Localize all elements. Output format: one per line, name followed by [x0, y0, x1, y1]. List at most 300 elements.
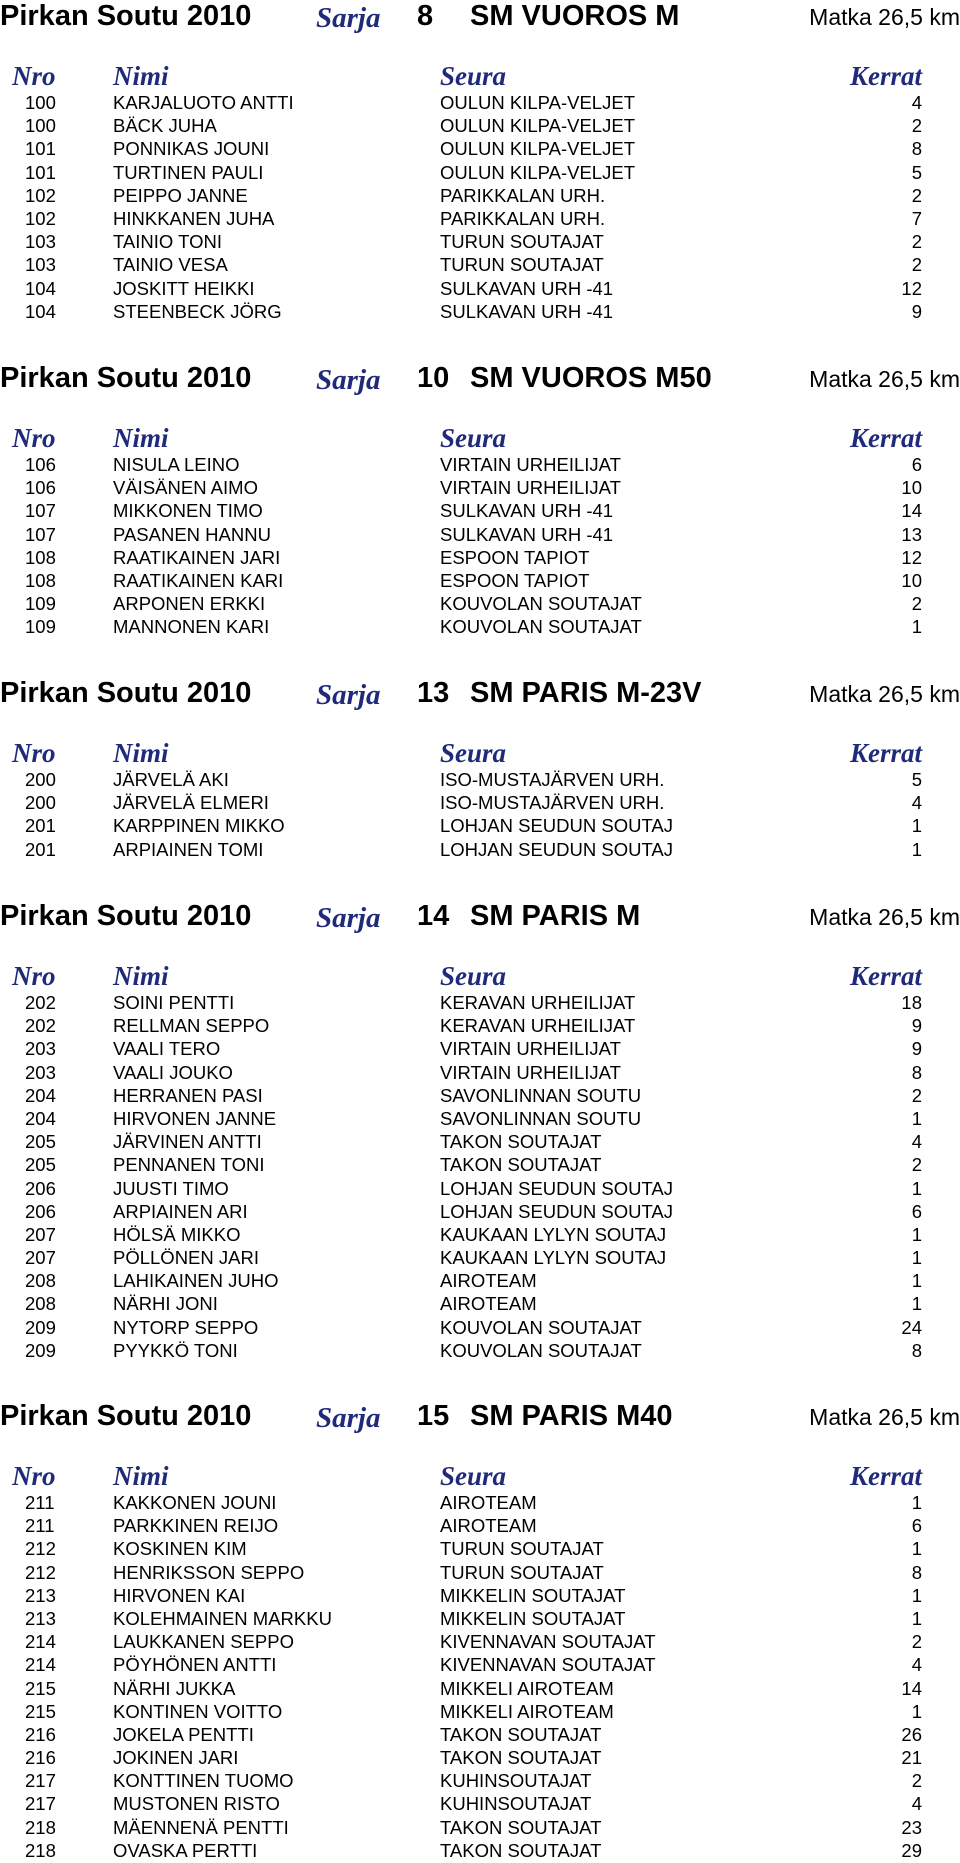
category-section: [0, 1400, 960, 1862]
cell-nimi: PÖYHÖNEN ANTTI: [113, 1654, 277, 1676]
distance-label: Matka 26,5 km: [809, 366, 960, 392]
category-number: 13: [417, 677, 450, 709]
cell-seura: TAKON SOUTAJAT: [440, 1816, 602, 1838]
cell-seura: OULUN KILPA-VELJET: [440, 138, 635, 160]
sarja-label: Sarja: [316, 902, 381, 934]
cell-seura: AIROTEAM: [440, 1270, 537, 1292]
table-row: [0, 1177, 960, 1200]
cell-kerrat: 1: [911, 1607, 922, 1629]
table-row: [0, 1269, 960, 1292]
cell-seura: KOUVOLAN SOUTAJAT: [440, 1339, 642, 1361]
cell-kerrat: 9: [911, 300, 922, 322]
cell-kerrat: 2: [911, 254, 922, 276]
table-row: [0, 499, 960, 522]
cell-kerrat: 5: [911, 769, 922, 790]
cell-seura: LOHJAN SEUDUN SOUTAJ: [440, 1200, 673, 1222]
cell-nro: 206: [25, 1200, 56, 1222]
cell-kerrat: 8: [911, 138, 922, 160]
cell-kerrat: 18: [901, 992, 922, 1013]
cell-seura: PARIKKALAN URH.: [440, 184, 606, 206]
cell-nro: 218: [25, 1816, 56, 1838]
category-name: SM VUOROS M50: [470, 362, 712, 394]
cell-nimi: KOLEHMAINEN MARKKU: [113, 1607, 332, 1629]
cell-nimi: MÄENNENÄ PENTTI: [113, 1816, 289, 1838]
cell-kerrat: 26: [901, 1723, 922, 1745]
cell-nimi: NISULA LEINO: [113, 454, 240, 475]
cell-kerrat: 2: [911, 184, 922, 206]
cell-nimi: JÄRVELÄ AKI: [113, 769, 229, 790]
cell-nimi: OVASKA PERTTI: [113, 1839, 258, 1861]
column-headers: [0, 738, 960, 768]
cell-nimi: JOKINEN JARI: [113, 1747, 239, 1769]
cell-nro: 103: [25, 231, 56, 253]
cell-nro: 209: [25, 1316, 56, 1338]
cell-nro: 214: [25, 1631, 56, 1653]
table-row: [0, 1061, 960, 1084]
column-header-kerrat: Kerrat: [849, 961, 922, 991]
cell-seura: SULKAVAN URH -41: [440, 500, 614, 522]
sarja-label: Sarja: [316, 364, 381, 396]
cell-nro: 217: [25, 1793, 56, 1815]
table-row: [0, 1769, 960, 1792]
cell-nimi: JÄRVINEN ANTTI: [113, 1131, 262, 1153]
cell-kerrat: 4: [911, 1131, 922, 1153]
cell-kerrat: 10: [901, 569, 922, 591]
cell-kerrat: 1: [911, 1584, 922, 1606]
cell-seura: TAKON SOUTAJAT: [440, 1723, 602, 1745]
cell-nro: 204: [25, 1084, 56, 1106]
cell-seura: TURUN SOUTAJAT: [440, 1538, 604, 1560]
cell-nro: 102: [25, 184, 56, 206]
cell-kerrat: 2: [911, 231, 922, 253]
cell-nimi: KONTTINEN TUOMO: [113, 1770, 294, 1792]
cell-kerrat: 5: [911, 161, 922, 183]
cell-seura: LOHJAN SEUDUN SOUTAJ: [440, 1177, 673, 1199]
cell-seura: TAKON SOUTAJAT: [440, 1839, 602, 1861]
table-row: [0, 1153, 960, 1176]
column-header-kerrat: Kerrat: [849, 738, 922, 768]
cell-seura: VIRTAIN URHEILIJAT: [440, 454, 621, 475]
cell-seura: KOUVOLAN SOUTAJAT: [440, 1316, 642, 1338]
cell-nimi: HINKKANEN JUHA: [113, 207, 275, 229]
cell-nimi: KARPPINEN MIKKO: [113, 815, 285, 837]
table-row: [0, 137, 960, 160]
column-header-seura: Seura: [440, 61, 507, 91]
cell-seura: KIVENNAVAN SOUTAJAT: [440, 1654, 656, 1676]
column-header-seura: Seura: [440, 738, 507, 768]
cell-kerrat: 2: [911, 115, 922, 137]
category-header: [0, 0, 960, 34]
cell-nimi: MUSTONEN RISTO: [113, 1793, 280, 1815]
event-title: Pirkan Soutu 2010: [0, 900, 252, 932]
table-row: [0, 838, 960, 861]
cell-nimi: BÄCK JUHA: [113, 115, 217, 137]
table-row: [0, 253, 960, 276]
cell-kerrat: 10: [901, 477, 922, 499]
cell-seura: LOHJAN SEUDUN SOUTAJ: [440, 838, 673, 860]
cell-kerrat: 1: [911, 1107, 922, 1129]
cell-kerrat: 2: [911, 1084, 922, 1106]
cell-seura: LOHJAN SEUDUN SOUTAJ: [440, 815, 673, 837]
cell-kerrat: 14: [901, 500, 922, 522]
cell-seura: TURUN SOUTAJAT: [440, 1561, 604, 1583]
column-header-kerrat: Kerrat: [849, 61, 922, 91]
cell-seura: OULUN KILPA-VELJET: [440, 161, 635, 183]
cell-kerrat: 1: [911, 1223, 922, 1245]
cell-kerrat: 7: [911, 207, 922, 229]
column-headers: [0, 61, 960, 91]
cell-nimi: RELLMAN SEPPO: [113, 1015, 270, 1037]
cell-kerrat: 4: [911, 1654, 922, 1676]
cell-nro: 207: [25, 1247, 56, 1269]
table-row: [0, 1630, 960, 1653]
cell-nro: 211: [25, 1492, 55, 1513]
cell-nro: 208: [25, 1293, 56, 1315]
column-header-nimi: Nimi: [113, 961, 169, 991]
cell-seura: OULUN KILPA-VELJET: [440, 92, 635, 113]
cell-kerrat: 2: [911, 1770, 922, 1792]
cell-seura: VIRTAIN URHEILIJAT: [440, 1038, 621, 1060]
cell-kerrat: 6: [911, 1515, 922, 1537]
cell-seura: TAKON SOUTAJAT: [440, 1131, 602, 1153]
table-row: [0, 1037, 960, 1060]
table-row: [0, 1816, 960, 1839]
cell-nimi: TAINIO TONI: [113, 231, 222, 253]
cell-kerrat: 8: [911, 1061, 922, 1083]
event-title: Pirkan Soutu 2010: [0, 0, 252, 32]
cell-nimi: KONTINEN VOITTO: [113, 1700, 283, 1722]
cell-seura: OULUN KILPA-VELJET: [440, 115, 635, 137]
cell-seura: SULKAVAN URH -41: [440, 300, 614, 322]
table-row: [0, 1514, 960, 1537]
category-number: 15: [417, 1400, 450, 1432]
cell-seura: ESPOON TAPIOT: [440, 569, 590, 591]
table-row: [0, 546, 960, 569]
cell-kerrat: 1: [911, 815, 922, 837]
cell-nro: 106: [25, 477, 56, 499]
cell-seura: KIVENNAVAN SOUTAJAT: [440, 1631, 656, 1653]
table-row: [0, 1316, 960, 1339]
cell-nro: 108: [25, 546, 56, 568]
table-row: [0, 768, 960, 791]
cell-nimi: PYYKKÖ TONI: [113, 1339, 238, 1361]
event-title: Pirkan Soutu 2010: [0, 1400, 252, 1432]
cell-nro: 205: [25, 1154, 56, 1176]
cell-nro: 104: [25, 277, 56, 299]
cell-kerrat: 1: [911, 1270, 922, 1292]
cell-nro: 201: [25, 815, 56, 837]
column-headers: [0, 423, 960, 453]
cell-seura: MIKKELI AIROTEAM: [440, 1700, 614, 1722]
table-row: [0, 300, 960, 323]
cell-kerrat: 1: [911, 616, 922, 638]
event-title: Pirkan Soutu 2010: [0, 362, 252, 394]
column-header-nro: Nro: [12, 738, 56, 768]
cell-nimi: VAALI TERO: [113, 1038, 221, 1060]
cell-nro: 101: [25, 138, 56, 160]
cell-kerrat: 12: [901, 546, 922, 568]
table-row: [0, 1537, 960, 1560]
cell-nro: 209: [25, 1339, 56, 1361]
table-row: [0, 1339, 960, 1362]
cell-nro: 208: [25, 1270, 56, 1292]
column-header-nro: Nro: [12, 61, 56, 91]
table-row: [0, 1607, 960, 1630]
category-name: SM PARIS M40: [470, 1400, 673, 1432]
cell-nimi: SOINI PENTTI: [113, 992, 235, 1013]
column-header-kerrat: Kerrat: [849, 1461, 922, 1491]
column-header-nro: Nro: [12, 423, 56, 453]
cell-nimi: ARPONEN ERKKI: [113, 593, 266, 615]
cell-seura: KERAVAN URHEILIJAT: [440, 1015, 636, 1037]
table-row: [0, 91, 960, 114]
table-row: [0, 207, 960, 230]
cell-nimi: JUUSTI TIMO: [113, 1177, 229, 1199]
cell-nro: 213: [25, 1584, 56, 1606]
cell-kerrat: 1: [911, 1247, 922, 1269]
table-row: [0, 184, 960, 207]
column-header-nimi: Nimi: [113, 423, 169, 453]
cell-kerrat: 8: [911, 1339, 922, 1361]
cell-kerrat: 8: [911, 1561, 922, 1583]
cell-seura: SAVONLINNAN SOUTU: [440, 1107, 642, 1129]
category-section: [0, 900, 960, 1362]
table-row: [0, 1246, 960, 1269]
category-number: 8: [417, 0, 434, 32]
distance-label: Matka 26,5 km: [809, 681, 960, 707]
cell-nro: 214: [25, 1654, 56, 1676]
cell-nimi: RAATIKAINEN JARI: [113, 546, 281, 568]
category-name: SM VUOROS M: [470, 0, 680, 32]
cell-kerrat: 4: [911, 792, 922, 814]
cell-seura: MIKKELI AIROTEAM: [440, 1677, 614, 1699]
cell-seura: ESPOON TAPIOT: [440, 546, 590, 568]
cell-nimi: NÄRHI JUKKA: [113, 1677, 236, 1699]
cell-nro: 107: [25, 500, 56, 522]
column-header-nro: Nro: [12, 961, 56, 991]
event-title: Pirkan Soutu 2010: [0, 677, 252, 709]
cell-nimi: PARKKINEN REIJO: [113, 1515, 279, 1537]
column-header-kerrat: Kerrat: [849, 423, 922, 453]
table-row: [0, 1292, 960, 1315]
column-header-nro: Nro: [12, 1461, 56, 1491]
cell-nro: 202: [25, 1015, 56, 1037]
cell-seura: KOUVOLAN SOUTAJAT: [440, 616, 642, 638]
cell-nro: 109: [25, 593, 56, 615]
category-section: [0, 362, 960, 639]
table-row: [0, 161, 960, 184]
cell-nimi: PENNANEN TONI: [113, 1154, 265, 1176]
cell-kerrat: 21: [901, 1747, 922, 1769]
distance-label: Matka 26,5 km: [809, 1404, 960, 1430]
cell-nro: 108: [25, 569, 56, 591]
table-row: [0, 791, 960, 814]
column-header-seura: Seura: [440, 423, 507, 453]
table-row: [0, 277, 960, 300]
cell-seura: KOUVOLAN SOUTAJAT: [440, 593, 642, 615]
table-row: [0, 1792, 960, 1815]
cell-nro: 101: [25, 161, 56, 183]
column-header-seura: Seura: [440, 1461, 507, 1491]
cell-kerrat: 2: [911, 593, 922, 615]
cell-kerrat: 2: [911, 1631, 922, 1653]
cell-nimi: PASANEN HANNU: [113, 523, 271, 545]
table-row: [0, 114, 960, 137]
cell-nimi: TURTINEN PAULI: [113, 161, 264, 183]
cell-kerrat: 1: [911, 838, 922, 860]
cell-seura: TAKON SOUTAJAT: [440, 1154, 602, 1176]
cell-seura: MIKKELIN SOUTAJAT: [440, 1584, 626, 1606]
cell-nimi: VÄISÄNEN AIMO: [113, 477, 258, 499]
cell-nimi: PEIPPO JANNE: [113, 184, 248, 206]
table-row: [0, 1677, 960, 1700]
category-header: [0, 362, 960, 396]
cell-nimi: LAHIKAINEN JUHO: [113, 1270, 279, 1292]
column-header-seura: Seura: [440, 961, 507, 991]
cell-seura: ISO-MUSTAJÄRVEN URH.: [440, 792, 665, 814]
cell-kerrat: 1: [911, 1492, 922, 1513]
cell-nimi: NYTORP SEPPO: [113, 1316, 259, 1338]
cell-nimi: HÖLSÄ MIKKO: [113, 1223, 241, 1245]
sarja-label: Sarja: [316, 679, 381, 711]
table-row: [0, 991, 960, 1014]
cell-nro: 102: [25, 207, 56, 229]
cell-kerrat: 23: [901, 1816, 922, 1838]
cell-kerrat: 1: [911, 1700, 922, 1722]
cell-nimi: KAKKONEN JOUNI: [113, 1492, 277, 1513]
cell-nro: 202: [25, 992, 56, 1013]
table-row: [0, 814, 960, 837]
table-row: [0, 1723, 960, 1746]
cell-nro: 218: [25, 1839, 56, 1861]
cell-nimi: HERRANEN PASI: [113, 1084, 263, 1106]
cell-nro: 201: [25, 838, 56, 860]
table-row: [0, 1839, 960, 1862]
table-row: [0, 1130, 960, 1153]
column-headers: [0, 961, 960, 991]
cell-kerrat: 9: [911, 1015, 922, 1037]
cell-seura: KAUKAAN LYLYN SOUTAJ: [440, 1247, 667, 1269]
cell-nro: 216: [25, 1723, 56, 1745]
distance-label: Matka 26,5 km: [809, 904, 960, 930]
cell-seura: PARIKKALAN URH.: [440, 207, 606, 229]
table-row: [0, 569, 960, 592]
category-header: [0, 1400, 960, 1434]
table-row: [0, 230, 960, 253]
cell-nro: 206: [25, 1177, 56, 1199]
cell-nro: 106: [25, 454, 56, 475]
cell-nro: 213: [25, 1607, 56, 1629]
cell-seura: AIROTEAM: [440, 1492, 537, 1513]
cell-nro: 104: [25, 300, 56, 322]
cell-kerrat: 6: [911, 454, 922, 475]
cell-nro: 217: [25, 1770, 56, 1792]
column-header-nimi: Nimi: [113, 1461, 169, 1491]
cell-nro: 211: [25, 1515, 55, 1537]
cell-nimi: RAATIKAINEN KARI: [113, 569, 284, 591]
category-header: [0, 677, 960, 711]
category-header: [0, 900, 960, 934]
cell-seura: TURUN SOUTAJAT: [440, 254, 604, 276]
table-row: [0, 1584, 960, 1607]
cell-nimi: HENRIKSSON SEPPO: [113, 1561, 305, 1583]
cell-nimi: HIRVONEN KAI: [113, 1584, 246, 1606]
cell-nimi: LAUKKANEN SEPPO: [113, 1631, 294, 1653]
table-row: [0, 1700, 960, 1723]
table-row: [0, 1491, 960, 1514]
table-row: [0, 1223, 960, 1246]
table-row: [0, 592, 960, 615]
cell-seura: VIRTAIN URHEILIJAT: [440, 477, 621, 499]
cell-seura: KAUKAAN LYLYN SOUTAJ: [440, 1223, 667, 1245]
table-row: [0, 453, 960, 476]
category-number: 14: [417, 900, 450, 932]
cell-nimi: ARPIAINEN ARI: [113, 1200, 248, 1222]
cell-seura: TAKON SOUTAJAT: [440, 1747, 602, 1769]
cell-nro: 204: [25, 1107, 56, 1129]
cell-nro: 100: [25, 92, 56, 113]
cell-kerrat: 9: [911, 1038, 922, 1060]
cell-seura: VIRTAIN URHEILIJAT: [440, 1061, 621, 1083]
cell-seura: SAVONLINNAN SOUTU: [440, 1084, 642, 1106]
table-row: [0, 1014, 960, 1037]
table-row: [0, 1746, 960, 1769]
cell-seura: ISO-MUSTAJÄRVEN URH.: [440, 769, 665, 790]
cell-nro: 100: [25, 115, 56, 137]
cell-nro: 205: [25, 1131, 56, 1153]
table-row: [0, 1107, 960, 1130]
cell-seura: TURUN SOUTAJAT: [440, 231, 604, 253]
cell-kerrat: 13: [901, 523, 922, 545]
cell-nro: 207: [25, 1223, 56, 1245]
table-row: [0, 523, 960, 546]
cell-nimi: JOKELA PENTTI: [113, 1723, 254, 1745]
cell-kerrat: 14: [901, 1677, 922, 1699]
cell-nro: 103: [25, 254, 56, 276]
cell-nro: 212: [25, 1561, 56, 1583]
cell-nro: 203: [25, 1038, 56, 1060]
cell-nimi: VAALI JOUKO: [113, 1061, 233, 1083]
category-section: [0, 677, 960, 861]
column-header-nimi: Nimi: [113, 61, 169, 91]
cell-seura: KERAVAN URHEILIJAT: [440, 992, 636, 1013]
cell-kerrat: 2: [911, 1154, 922, 1176]
cell-kerrat: 4: [911, 92, 922, 113]
cell-seura: SULKAVAN URH -41: [440, 277, 614, 299]
cell-seura: AIROTEAM: [440, 1293, 537, 1315]
cell-kerrat: 12: [901, 277, 922, 299]
distance-label: Matka 26,5 km: [809, 4, 960, 30]
cell-nimi: JOSKITT HEIKKI: [113, 277, 255, 299]
cell-nimi: KARJALUOTO ANTTI: [113, 92, 294, 113]
table-row: [0, 1200, 960, 1223]
cell-nro: 203: [25, 1061, 56, 1083]
cell-nro: 215: [25, 1700, 56, 1722]
cell-nimi: NÄRHI JONI: [113, 1293, 218, 1315]
cell-nro: 200: [25, 792, 56, 814]
cell-nro: 216: [25, 1747, 56, 1769]
cell-kerrat: 1: [911, 1538, 922, 1560]
table-row: [0, 1084, 960, 1107]
cell-seura: MIKKELIN SOUTAJAT: [440, 1607, 626, 1629]
cell-nro: 109: [25, 616, 56, 638]
table-row: [0, 1653, 960, 1676]
cell-nimi: JÄRVELÄ ELMERI: [113, 792, 269, 814]
cell-nro: 107: [25, 523, 56, 545]
cell-nimi: PONNIKAS JOUNI: [113, 138, 270, 160]
cell-seura: SULKAVAN URH -41: [440, 523, 614, 545]
sarja-label: Sarja: [316, 1402, 381, 1434]
